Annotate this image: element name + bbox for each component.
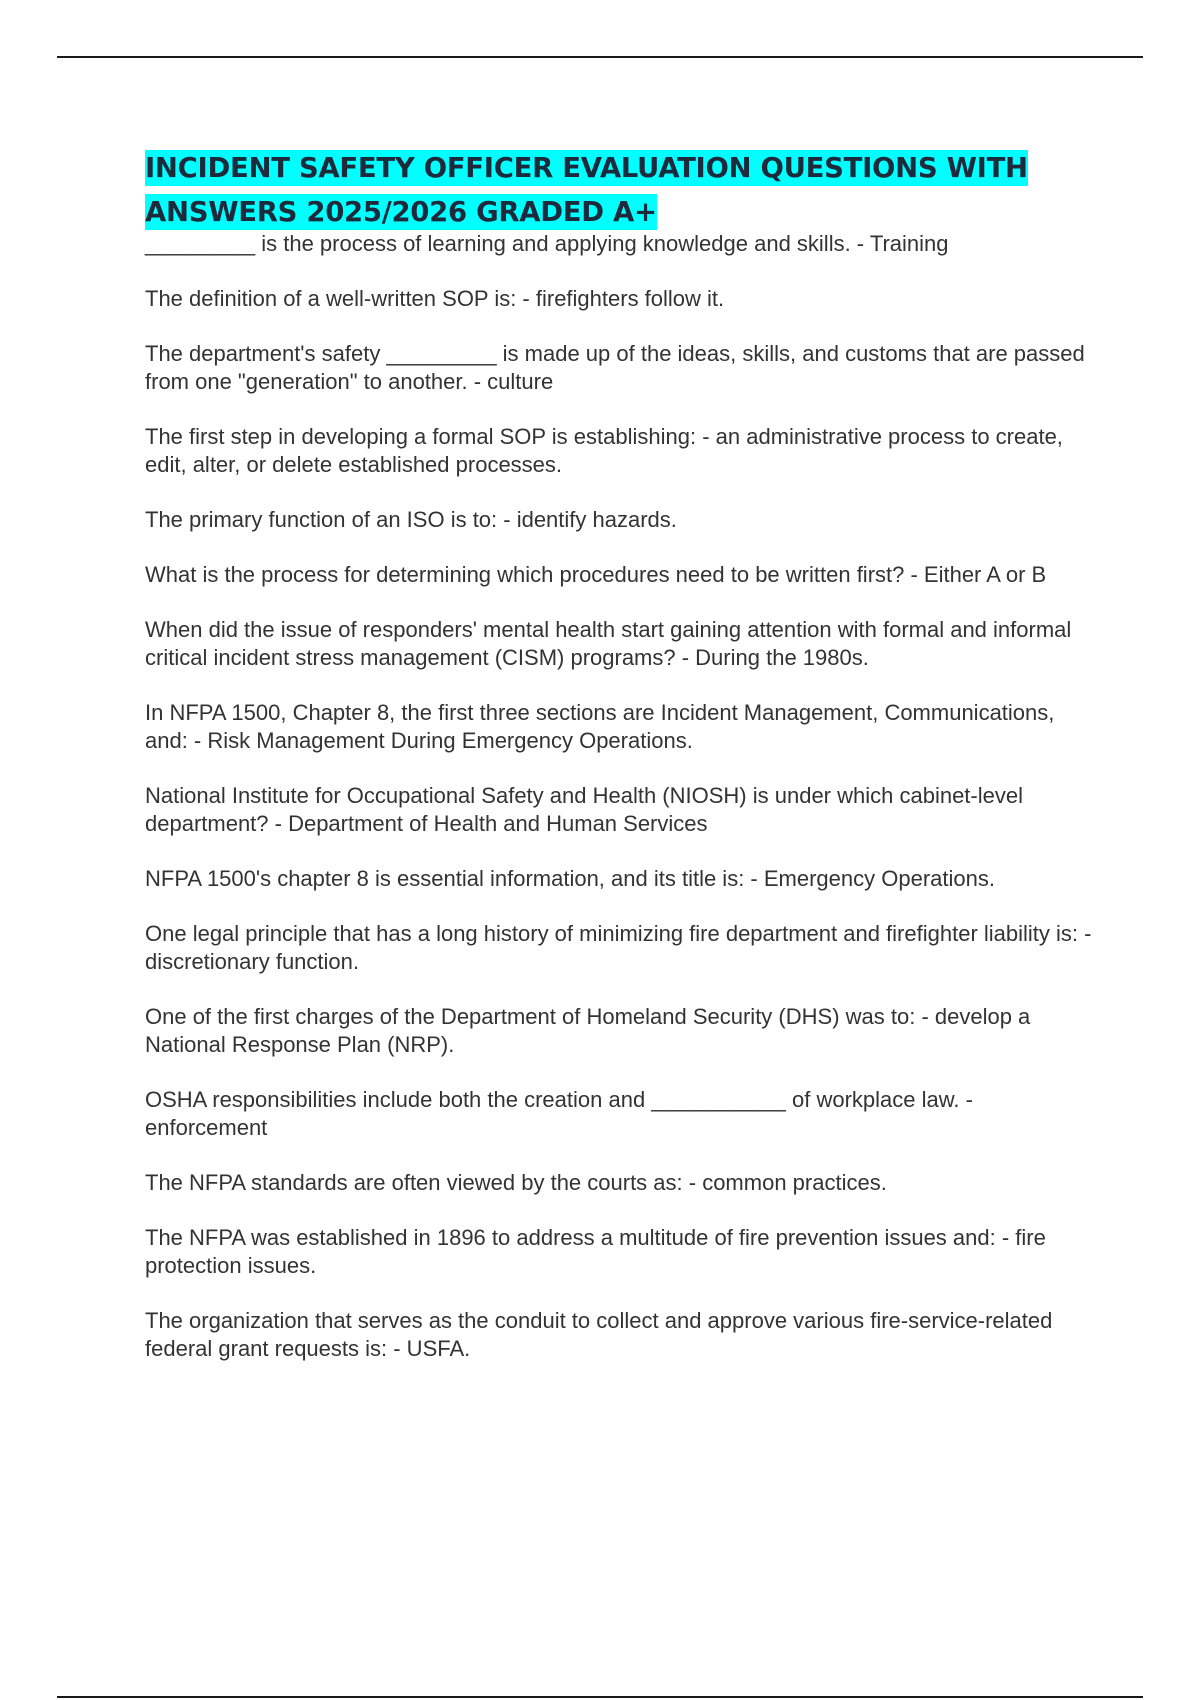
qa-item: _________ is the process of learning and applying knowledge and skills. - Training bbox=[145, 231, 949, 256]
qa-item: OSHA responsibilities include both the creation and ___________ of workplace law. - enforcement bbox=[145, 1087, 973, 1140]
qa-item: The department's safety _________ is made up of the ideas, skills, and customs that are passed from one "generation" to another. - culture bbox=[145, 341, 1085, 394]
title-highlight: INCIDENT SAFETY OFFICER EVALUATION QUESTIONS WITH ANSWERS 2025/2026 GRADED A+ bbox=[145, 152, 1028, 228]
qa-item: When did the issue of responders' mental health start gaining attention with formal and informal critical incident stress management (CISM) programs? - During the 1980s. bbox=[145, 617, 1072, 670]
qa-item: The NFPA standards are often viewed by the courts as: - common practices. bbox=[145, 1170, 887, 1195]
qa-item: National Institute for Occupational Safety and Health (NIOSH) is under which cabinet-level department? - Department of Health and Human Services bbox=[145, 783, 1023, 836]
qa-item: What is the process for determining which procedures need to be written first? - Either A or B bbox=[145, 562, 1047, 587]
document-body bbox=[145, 146, 1095, 1390]
qa-item: The organization that serves as the conduit to collect and approve various fire-service-related federal grant requests is: - USFA. bbox=[145, 1308, 1053, 1361]
qa-item: In NFPA 1500, Chapter 8, the first three sections are Incident Management, Communications, and: - Risk Management During Emergency Operations. bbox=[145, 700, 1055, 753]
qa-item: NFPA 1500's chapter 8 is essential information, and its title is: - Emergency Operations. bbox=[145, 866, 995, 891]
top-rule bbox=[57, 56, 1143, 58]
qa-item: The NFPA was established in 1896 to address a multitude of fire prevention issues and: - fire protection issues. bbox=[145, 1225, 1046, 1278]
document-title bbox=[145, 146, 1095, 234]
qa-item: One legal principle that has a long history of minimizing fire department and firefighter liability is: - discretionary function. bbox=[145, 921, 1092, 974]
qa-item: The definition of a well-written SOP is: - firefighters follow it. bbox=[145, 286, 725, 311]
qa-item: The primary function of an ISO is to: - identify hazards. bbox=[145, 507, 677, 532]
bottom-rule bbox=[57, 1696, 1143, 1698]
qa-item: The first step in developing a formal SOP is establishing: - an administrative process to create, edit, alter, or delete established processes. bbox=[145, 424, 1063, 477]
qa-item: One of the first charges of the Department of Homeland Security (DHS) was to: - develop a National Response Plan (NRP). bbox=[145, 1004, 1031, 1057]
